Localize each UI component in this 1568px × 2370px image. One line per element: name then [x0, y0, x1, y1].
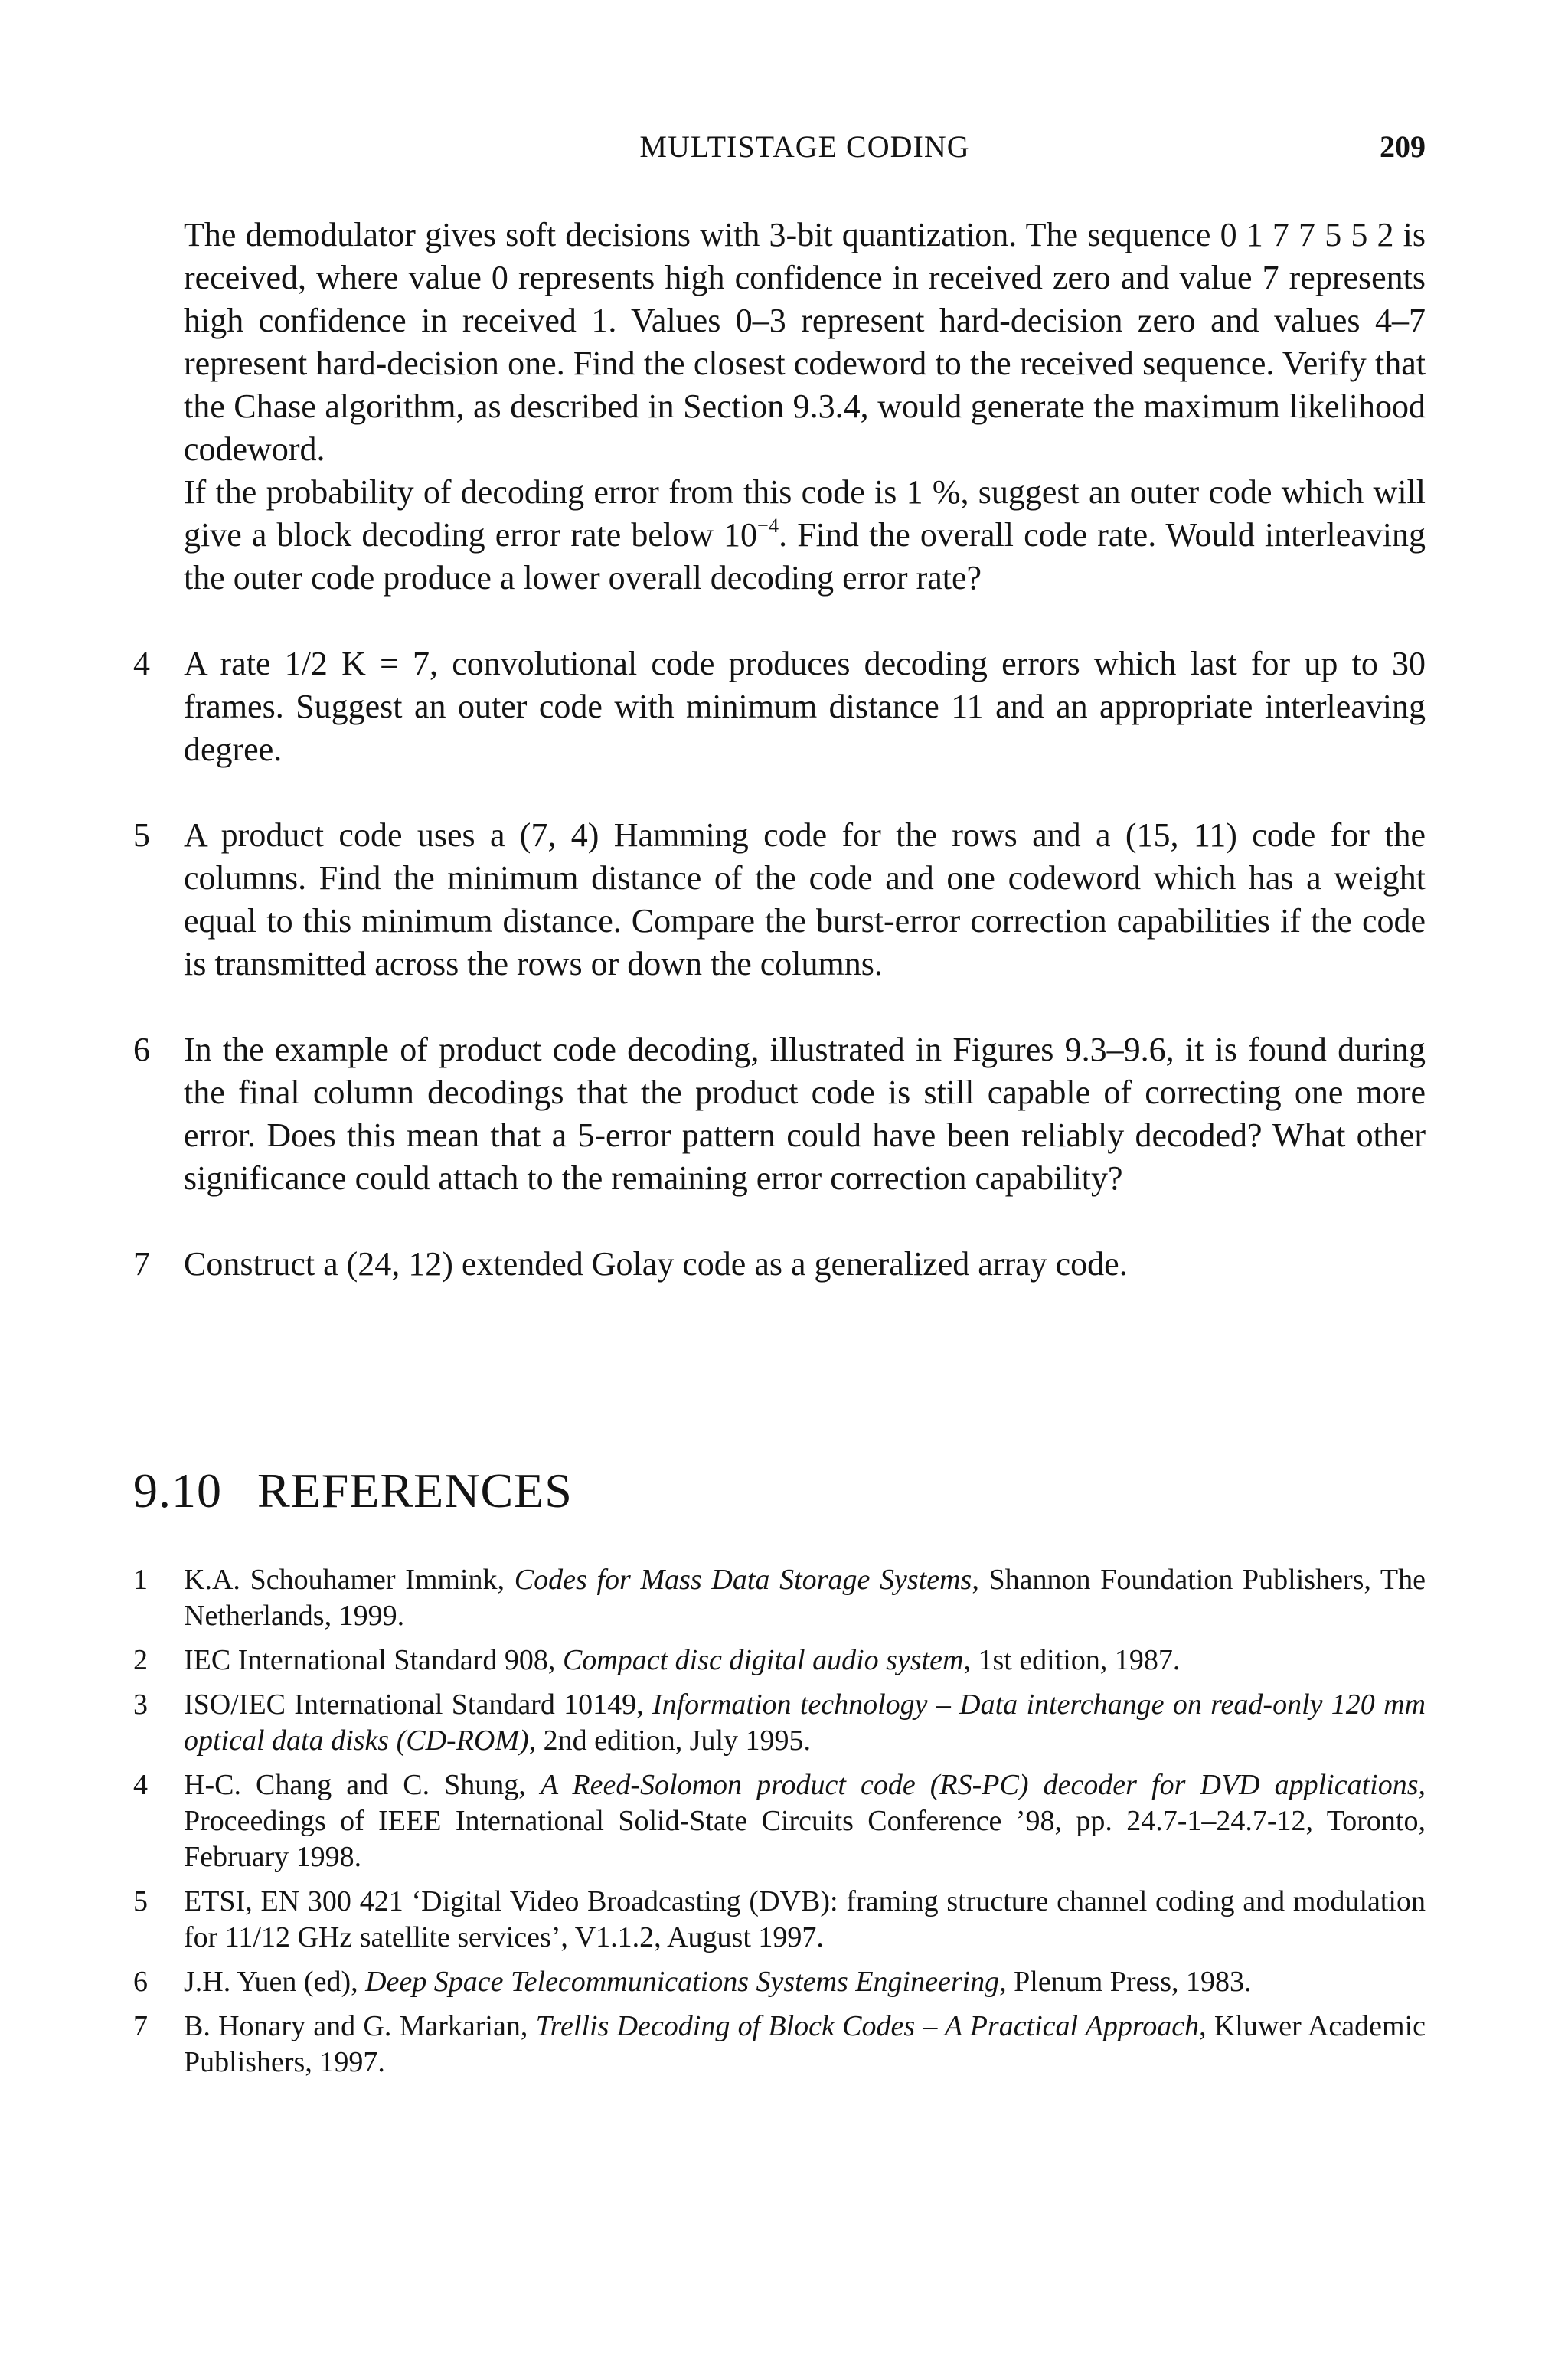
exercise-text [133, 214, 1426, 1286]
exponent: −4 [757, 514, 779, 538]
exercise-3-paragraph-2-start: If the probability of decoding error from this code is 1 %, suggest an outer code which will give a block decoding error rate below 10 [184, 473, 1426, 554]
reference-number: 2 [133, 1644, 148, 1676]
reference-number: 1 [133, 1564, 148, 1596]
exercise-body: Construct a (24, 12) extended Golay code as a generalized array code. [184, 1245, 1128, 1283]
exercise-3-paragraph-2-end: . Find the overall code rate. Would interleaving the outer code produce a lower overall decoding error rate? [184, 516, 1426, 597]
reference-item [133, 2009, 1426, 2081]
reference-authors: ISO/IEC International Standard 10149, [184, 1688, 652, 1721]
reference-item [133, 1767, 1426, 1875]
exercise-3-paragraph-2 [184, 471, 1426, 600]
exercise-number: 4 [133, 645, 150, 682]
reference-details: , 2nd edition, July 1995. [528, 1724, 812, 1757]
reference-item [133, 1643, 1426, 1679]
reference-item [133, 1687, 1426, 1759]
section-number: 9.10 [133, 1463, 222, 1518]
exercise-number: 5 [133, 816, 150, 854]
reference-title: A Reed-Solomon product code (RS-PC) decoder for DVD applications [540, 1769, 1419, 1801]
reference-title: Trellis Decoding of Block Codes – A Practical Approach [535, 2010, 1200, 2042]
exercise-item [133, 1028, 1426, 1200]
reference-item [133, 1884, 1426, 1956]
reference-details: , Kluwer Academic Publishers, 1997. [184, 2010, 1426, 2078]
reference-title: Compact disc digital audio system [562, 1644, 964, 1676]
reference-number: 5 [133, 1885, 148, 1917]
reference-number: 3 [133, 1688, 148, 1721]
running-title: MULTISTAGE CODING [639, 129, 970, 164]
reference-details: , Plenum Press, 1983. [999, 1966, 1252, 1998]
reference-list [133, 1562, 1426, 2089]
exercise-number: 6 [133, 1031, 150, 1068]
section-heading [133, 1463, 573, 1519]
exercise-body: A rate 1/2 K = 7, convolutional code produces decoding errors which last for up to 30 frames. Suggest an outer code with minimum distance 11 and an appropriate interleaving degree. [184, 645, 1426, 768]
reference-authors: J.H. Yuen (ed), [184, 1966, 366, 1998]
reference-details: , 1st edition, 1987. [963, 1644, 1181, 1676]
reference-authors: B. Honary and G. Markarian, [184, 2010, 536, 2042]
reference-item [133, 1562, 1426, 1634]
reference-title: Deep Space Telecommunications Systems Engineering [365, 1966, 1000, 1998]
reference-number: 7 [133, 2010, 148, 2042]
section-title: REFERENCES [257, 1463, 573, 1518]
reference-title: Codes for Mass Data Storage Systems [514, 1564, 972, 1596]
exercise-item [133, 1243, 1426, 1286]
exercise-3-paragraph-1: The demodulator gives soft decisions with 3-bit quantization. The sequence 0 1 7 7 5 5 2 is received, where value 0 represents high confidence in received zero and value 7 represents high confidence in received 1. Values 0–3 represent hard-decision zero and values 4–7 represent hard-decision one. Find the closest codeword to the received sequence. Verify that the Chase algorithm, as described in Section 9.3.4, would generate the maximum likelihood codeword. [184, 216, 1426, 468]
exercise-item [133, 814, 1426, 986]
exercise-body: In the example of product code decoding, illustrated in Figures 9.3–9.6, it is found during the final column decodings that the product code is still capable of correcting one more error. Does this mean that a 5-error pattern could have been reliably decoded? What other significance could attach to the remaining error correction capability? [184, 1031, 1426, 1197]
reference-authors: IEC International Standard 908, [184, 1644, 563, 1676]
exercise-item [133, 642, 1426, 771]
reference-item [133, 1964, 1426, 2000]
reference-authors: ETSI, EN 300 421 ‘Digital Video Broadcasting (DVB): framing structure channel coding and modulation for 11/12 GHz satellite services’, V1.1.2, August 1997. [184, 1885, 1426, 1953]
reference-number: 4 [133, 1769, 148, 1801]
reference-number: 6 [133, 1966, 148, 1998]
running-head [184, 129, 1426, 175]
reference-authors: H-C. Chang and C. Shung, [184, 1769, 541, 1801]
reference-details: , Proceedings of IEEE International Solid-State Circuits Conference ’98, pp. 24.7-1–24.7-12, Toronto, February 1998. [184, 1769, 1426, 1873]
page-number: 209 [1380, 129, 1426, 164]
reference-authors: K.A. Schouhamer Immink, [184, 1564, 514, 1596]
exercise-body: A product code uses a (7, 4) Hamming code for the rows and a (15, 11) code for the columns. Find the minimum distance of the code and one codeword which has a weight equal to this minimum distance. Compare the burst-error correction capabilities if the code is transmitted across the rows or down the columns. [184, 816, 1426, 982]
reference-details: , Shannon Foundation Publishers, The Netherlands, 1999. [184, 1564, 1426, 1632]
reference-title: Information technology – Data interchange on read-only 120 mm optical data disks (CD-ROM) [184, 1688, 1426, 1757]
exercise-number: 7 [133, 1245, 150, 1283]
